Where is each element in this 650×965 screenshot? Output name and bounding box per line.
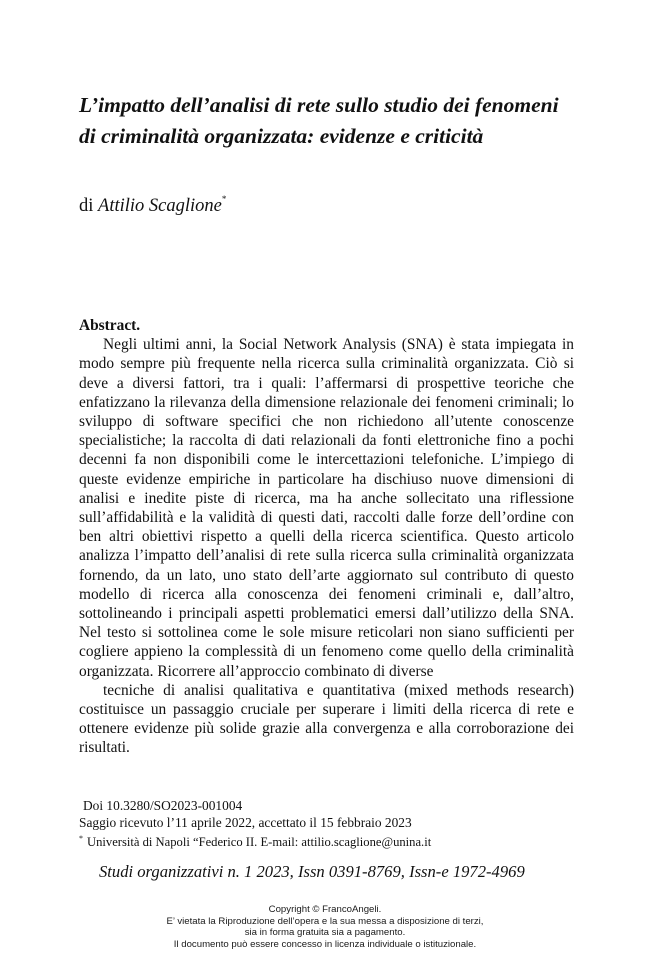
author-byline bbox=[79, 187, 226, 218]
copyright-line-4: Il documento può essere concesso in licenza individuale o istituzionale. bbox=[173, 938, 477, 950]
abstract-paragraph-1: Negli ultimi anni, la Social Network Analysis (SNA) è stata impiegata in modo sempre più frequente nella ricerca sulla criminalità organizzata. Ciò si deve a diversi fattori, tra i quali: l’affermarsi di prospettive teoriche che enfatizzano la rilevanza della dimensione relazionale dei fenomeni criminali; lo sviluppo di software specifici che non richiedono all’utente conoscenze specialistiche; la raccolta di dati relazionali da fonti elettroniche fino a pochi decenni fa non disponibili come le intercettazioni telefoniche. L’impiego di queste evidenze empiriche in particolare ha dischiuso nuove dimensioni di analisi e inedite piste di ricerca, ma ha anche sollecitato una riflessione sull’affidabilità e la validità di questi dati, raccolti dalle forze dell’ordine con ben altri obiettivi rispetto a quelli della ricerca scientifica. Questo articolo analizza l’impatto dell’analisi di rete sulla ricerca sulla criminalità organizzata fornendo, da un lato, uno stato dell’arte aggiornato sul contributo di questo modello di ricerca alla conoscenza dei fenomeni criminali e, dall’altro, sottolineando i principali aspetti problematici emersi dall’utilizzo della SNA. Nel testo si sottolinea come le sole misure reticolari non siano sufficienti per cogliere appieno la complessità di un fenomeno come quello della criminalità organizzata. Ricorrere all’approccio combinato di diverse bbox=[79, 336, 574, 680]
author-prefix: di bbox=[79, 196, 99, 216]
article-title bbox=[79, 90, 599, 152]
copyright-line-3: sia in forma gratuita sia a pagamento. bbox=[244, 927, 406, 939]
author-footnote-marker: * bbox=[221, 194, 227, 204]
author-name: Attilio Scaglione bbox=[98, 196, 222, 216]
abstract-heading: Abstract. bbox=[79, 317, 141, 334]
abstract-section bbox=[79, 316, 574, 758]
journal-citation: Studi organizzativi n. 1 2023, Issn 0391-8769, Issn-e 1972-4969 bbox=[99, 862, 525, 881]
affiliation-footnote-marker: * bbox=[79, 834, 83, 843]
doi-line: Doi 10.3280/SO2023-001004 bbox=[83, 798, 243, 813]
article-title-line-2: di criminalità organizzata: evidenze e criticità bbox=[79, 124, 484, 148]
copyright-line-2: E’ vietata la Riproduzione dell’opera e la sua messa a disposizione di terzi, bbox=[166, 915, 484, 927]
copyright-line-1: Copyright © FrancoAngeli. bbox=[268, 904, 382, 915]
affiliation-text: Università di Napoli “Federico II. E-mail: attilio.scaglione@unina.it bbox=[87, 835, 432, 849]
affiliation-line bbox=[79, 830, 431, 851]
article-title-line-1: L’impatto dell’analisi di rete sullo studio dei fenomeni bbox=[79, 93, 559, 117]
abstract-paragraph-2: tecniche di analisi qualitativa e quantitativa (mixed methods research) costituisce un passaggio cruciale per superare i limiti della ricerca di rete e ottenere evidenze più solide grazie alla convergenza e alla corroborazione dei risultati. bbox=[79, 681, 574, 757]
copyright-notice bbox=[0, 904, 650, 950]
received-date-line: Saggio ricevuto l’11 aprile 2022, accettato il 15 febbraio 2023 bbox=[79, 815, 412, 830]
